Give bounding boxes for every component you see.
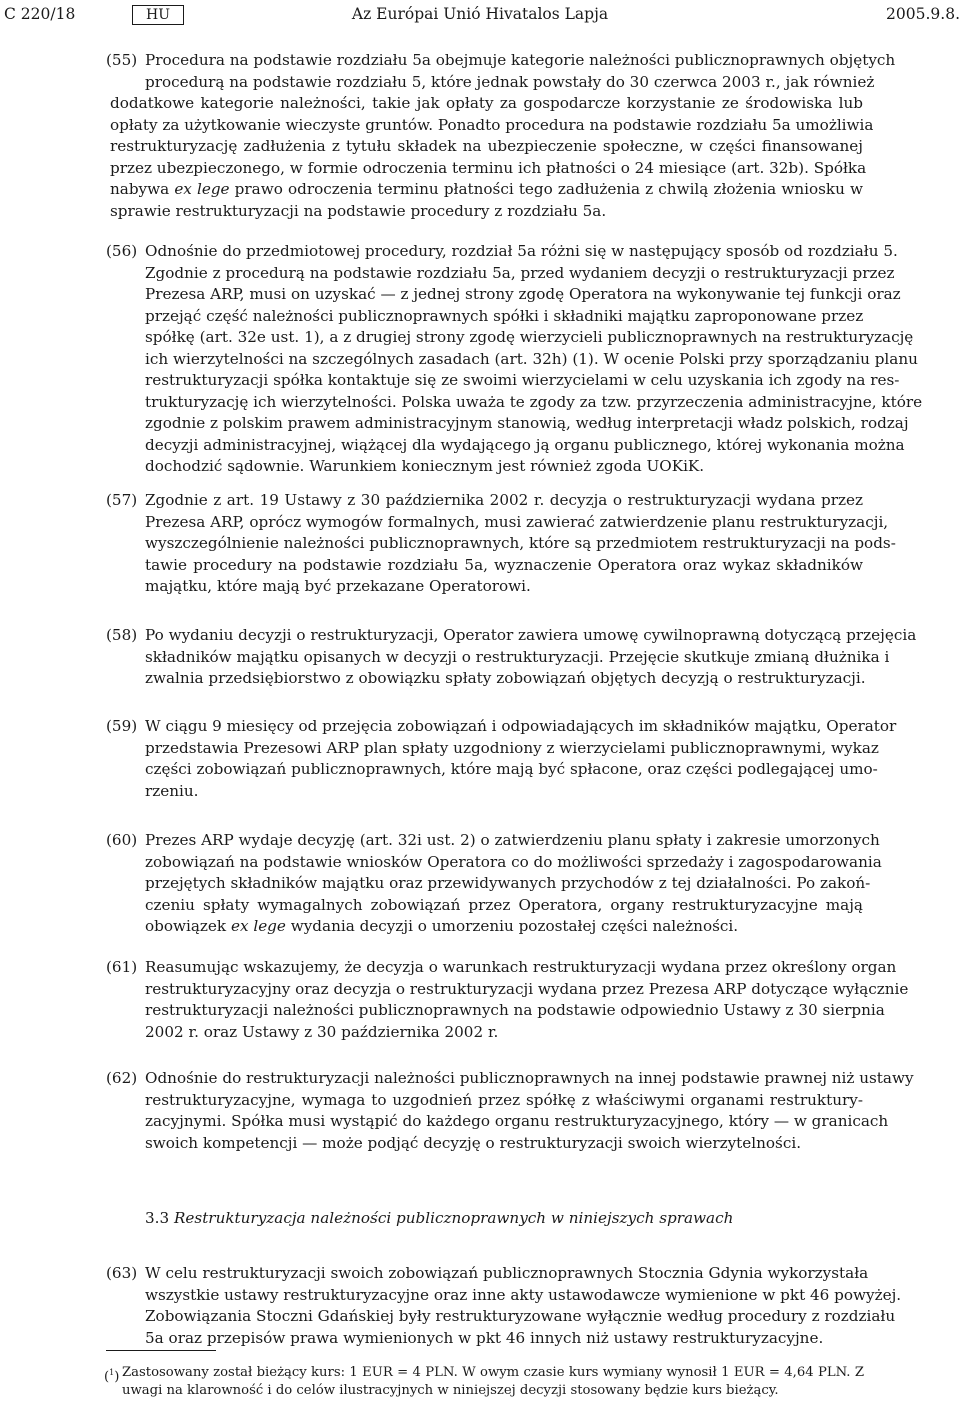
paragraph [0, 1068, 960, 1154]
paragraph-number: (62) [106, 1069, 138, 1087]
paragraph-number: (57) [106, 491, 138, 509]
paragraph-number: (58) [106, 626, 138, 644]
paragraph-number: (55) [106, 51, 138, 69]
paragraph [0, 490, 960, 598]
publication-date: 2005.9.8. [886, 5, 960, 23]
paragraph-line: czeniu spłaty wymagalnych zobowiązań przez Operatora, organy restrukturyzacyjne mają [145, 895, 863, 914]
paragraph-line: składników majątku opisanych w decyzji o restrukturyzacji. Przejęcie skutkuje zmianą dłużnika i [145, 647, 890, 666]
paragraph-line: restrukturyzacyjny oraz decyzja o restrukturyzacji wydana przez Prezesa ARP dotyczące wyłącznie [145, 979, 909, 998]
paragraph-line: Procedura na podstawie rozdziału 5a obejmuje kategorie należności publicznoprawnych objętych [145, 51, 896, 69]
paragraph-line: restrukturyzację zadłużenia z tytułu składek na ubezpieczenie społeczne, w części finansowanej [110, 137, 863, 155]
paragraph-line: Prezesa ARP, oprócz wymogów formalnych, musi zawierać zatwierdzenie planu restrukturyzacji, [145, 512, 889, 531]
paragraph-line: Odnośnie do przedmiotowej procedury, rozdział 5a różni się w następujący sposób od rozdziału 5. [145, 242, 898, 260]
paragraph-line: przedstawia Prezesowi ARP plan spłaty uzgodniony z wierzycielami publicznoprawnymi, wykaz [145, 738, 879, 757]
paragraph [0, 50, 960, 222]
paragraph-line: zobowiązań na podstawie wniosków Operatora co do możliwości sprzedaży i zagospodarowania [145, 852, 882, 871]
paragraph-line: decyzji administracyjnej, wiążącej dla wydającego ją organu publicznego, której wykonania można [145, 435, 905, 454]
footnote [0, 1364, 960, 1400]
language-code-box: HU [132, 5, 184, 25]
paragraph [0, 241, 960, 478]
paragraph-line: wyszczególnienie należności publicznoprawnych, które są przedmiotem restrukturyzacji na pods- [145, 534, 896, 552]
paragraph-number: (60) [106, 831, 138, 849]
paragraph-line: W ciągu 9 miesięcy od przejęcia zobowiązań i odpowiadających im składników majątku, Operator [145, 717, 897, 735]
paragraph-line: nabywa ex lege prawo odroczenia terminu płatności tego zadłużenia z chwilą złożenia wniosku w [110, 180, 864, 198]
footnote-line: uwagi na klarowność i do celów ilustracyjnych w niniejszej decyzji stosowany będzie kurs bieżący. [122, 1383, 779, 1398]
section-title: Restrukturyzacja należności publicznoprawnych w niniejszych sprawach [173, 1209, 734, 1227]
paragraph-line: Zgodnie z art. 19 Ustawy z 30 października 2002 r. decyzja o restrukturyzacji wydana przez [145, 491, 863, 509]
page-reference: C 220/18 [4, 5, 76, 23]
page-header [0, 2, 960, 26]
paragraph-line: wszystkie ustawy restrukturyzacyjne oraz inne akty ustawodawcze wymienione w pkt 46 powyżej. [145, 1285, 902, 1304]
paragraph-line: Prezes ARP wydaje decyzję (art. 32i ust. 2) o zatwierdzeniu planu spłaty i zakresie umorzonych [145, 831, 880, 849]
paragraph-line: Prezesa ARP, musi on uzyskać — z jednej strony zgodę Operatora na wykonywanie tej funkcji oraz [145, 285, 901, 303]
paragraph-line: sprawie restrukturyzacji na podstawie procedury z rozdziału 5a. [110, 201, 607, 220]
paragraph [0, 716, 960, 802]
paragraph-line: trukturyzację ich wierzytelności. Polska uważa te zgody za tzw. przyrzeczenia administracyjne, które [145, 392, 923, 411]
paragraph-line: części zobowiązań publicznoprawnych, które mają być spłacone, oraz części podlegającej umo- [145, 760, 878, 778]
paragraph-line: 2002 r. oraz Ustawy z 30 października 2002 r. [145, 1022, 499, 1041]
paragraph-line: obowiązek ex lege wydania decyzji o umorzeniu pozostałej części należności. [145, 917, 739, 935]
paragraph-line: Odnośnie do restrukturyzacji należności publicznoprawnych na innej podstawie prawnej niż ustawy [145, 1069, 914, 1087]
paragraph-line: swoich kompetencji — może podjąć decyzję o restrukturyzacji swoich wierzytelności. [145, 1133, 802, 1152]
paragraph-line: dochodzić sądownie. Warunkiem koniecznym jest również zgoda UOKiK. [145, 457, 705, 475]
paragraph-number: (61) [106, 958, 138, 976]
paragraph-line: restrukturyzacyjne, wymaga to uzgodnień przez spółkę z właściwymi organami restruktury- [145, 1090, 863, 1109]
paragraph-line: przez ubezpieczonego, w formie odroczenia terminu ich płatności o 24 miesiące (art. 32b). Spółka [110, 158, 867, 177]
section-number: 3.3 [145, 1209, 170, 1227]
paragraph-line: zgodnie z polskim prawem administracyjnym stanowią, według interpretacji władz polskich, rodzaj [145, 414, 909, 432]
paragraph-line: tawie procedury na podstawie rozdziału 5a, wyznaczenie Operatora oraz wykaz składników [145, 555, 863, 574]
paragraph-number: (56) [106, 242, 138, 260]
paragraph-line: Zgodnie z procedurą na podstawie rozdziału 5a, przed wydaniem decyzji o restrukturyzacji przez [145, 263, 895, 282]
footnote-line: Zastosowany został bieżący kurs: 1 EUR = 4 PLN. W owym czasie kurs wymiany wynosił 1 EUR = 4,64 PLN. Z [122, 1365, 864, 1380]
footnote-divider [106, 1350, 216, 1351]
paragraph-line: restrukturyzacji spółka kontaktuje się ze swoimi wierzycielami w celu uzyskania ich zgody na res- [145, 371, 900, 389]
paragraph-line: procedurą na podstawie rozdziału 5, które jednak powstały do 30 czerwca 2003 r., jak również [145, 72, 875, 91]
paragraph-line: przejętych składników majątku oraz przewidywanych przychodów z tej działalności. Po zakoń- [145, 874, 871, 892]
paragraph-line: majątku, które mają być przekazane Operatorowi. [145, 577, 531, 595]
paragraph-line: Reasumując wskazujemy, że decyzja o warunkach restrukturyzacji wydana przez określony organ [145, 958, 897, 976]
paragraph-line: zwalnia przedsiębiorstwo z obowiązku spłaty zobowiązań objętych decyzją o restrukturyzacji. [145, 669, 866, 687]
paragraph [0, 625, 960, 690]
journal-title: Az Európai Unió Hivatalos Lapja [351, 5, 609, 23]
paragraph [0, 830, 960, 938]
paragraph-line: 5a oraz przepisów prawa wymienionych w pkt 46 innych niż ustawy restrukturyzacyjne. [145, 1328, 824, 1347]
paragraph-line: rzeniu. [145, 781, 199, 800]
paragraph-number: (59) [106, 717, 138, 735]
paragraph-line: zacyjnymi. Spółka musi wystąpić do każdego organu restrukturyzacyjnego, który — w granicach [145, 1112, 889, 1130]
section-heading [145, 1208, 733, 1230]
paragraph-line: restrukturyzacji należności publicznoprawnych na podstawie odpowiednio Ustawy z 30 sierpnia [145, 1001, 885, 1019]
paragraph-line: spółkę (art. 32e ust. 1), a z drugiej strony zgodę wierzycieli publicznoprawnych na restrukturyzację [145, 328, 914, 346]
paragraph [0, 1263, 960, 1349]
footnote-marker: ($^1$) [104, 1368, 120, 1385]
paragraph [0, 957, 960, 1043]
paragraph-number: (63) [106, 1264, 138, 1282]
paragraph-line: przejąć część należności publicznoprawnych spółki i składniki majątku zaproponowane przez [145, 306, 864, 325]
paragraph-line: Po wydaniu decyzji o restrukturyzacji, Operator zawiera umowę cywilnoprawną dotyczącą przejęcia [145, 626, 917, 644]
paragraph-line: opłaty za użytkowanie wieczyste gruntów. Ponadto procedura na podstawie rozdziału 5a umożliwia [110, 115, 874, 134]
paragraph-line: ich wierzytelności na szczególnych zasadach (art. 32h) (1). W ocenie Polski przy sporządzaniu planu [145, 349, 918, 368]
paragraph-line: dodatkowe kategorie należności, takie jak opłaty za gospodarcze korzystanie ze środowiska lub [110, 94, 863, 112]
paragraph-line: Zobowiązania Stoczni Gdańskiej były restrukturyzowane wyłącznie według procedury z rozdziału [145, 1307, 896, 1325]
paragraph-line: W celu restrukturyzacji swoich zobowiązań publicznoprawnych Stocznia Gdynia wykorzystała [145, 1264, 869, 1282]
